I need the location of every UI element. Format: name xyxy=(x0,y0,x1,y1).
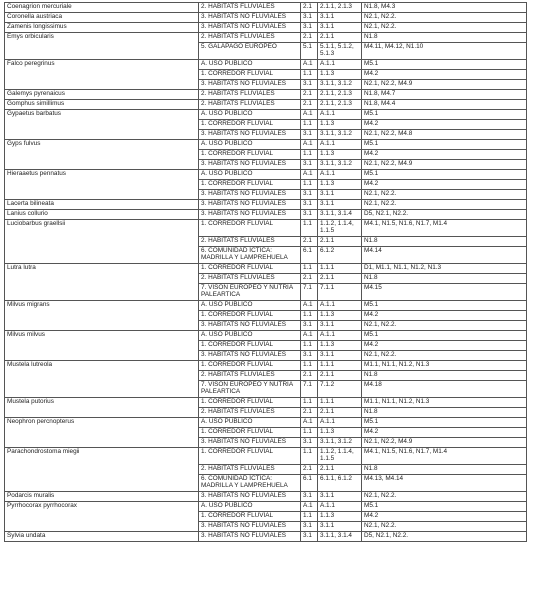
species-cell: Galemys pyrenaicus xyxy=(5,90,199,100)
table-row xyxy=(5,418,527,428)
code-cell: 1.1 xyxy=(301,180,318,190)
subcode-cell: 5.1.1, 5.1.2, 5.1.3 xyxy=(318,43,362,60)
code-cell: 1.1 xyxy=(301,264,318,274)
table-row xyxy=(5,264,527,274)
table-row xyxy=(5,170,527,180)
program-cell: A. USO PÚBLICO xyxy=(199,301,301,311)
program-cell: A. USO PÚBLICO xyxy=(199,331,301,341)
species-cell: Coenagrion mercuriale xyxy=(5,3,199,13)
program-cell: 3. HÁBITATS NO FLUVIALES xyxy=(199,80,301,90)
measures-cell: M4.11, M4.12, N1.10 xyxy=(362,43,527,60)
program-cell: 2. HÁBITATS FLUVIALES xyxy=(199,371,301,381)
subcode-cell: 3.1.1 xyxy=(318,492,362,502)
code-cell: 1.1 xyxy=(301,398,318,408)
measures-cell: M5.1 xyxy=(362,110,527,120)
measures-cell: N2.1, N2.2. xyxy=(362,522,527,532)
measures-cell: M4.18 xyxy=(362,381,527,398)
subcode-cell: 3.1.1 xyxy=(318,522,362,532)
measures-cell: N1.8 xyxy=(362,33,527,43)
code-cell: A.1 xyxy=(301,60,318,70)
subcode-cell: 1.1.3 xyxy=(318,341,362,351)
program-cell: 3. HÁBITATS NO FLUVIALES xyxy=(199,522,301,532)
species-cell: Gomphus simillimus xyxy=(5,100,199,110)
species-cell: Gypaetus barbatus xyxy=(5,110,199,140)
species-cell: Emys orbicularis xyxy=(5,33,199,60)
measures-cell: D5, N2.1, N2.2. xyxy=(362,532,527,542)
subcode-cell: 1.1.2, 1.1.4, 1.1.5 xyxy=(318,220,362,237)
species-cell: Hieraaetus pennatus xyxy=(5,170,199,200)
program-cell: A. USO PÚBLICO xyxy=(199,110,301,120)
program-cell: 6. COMUNIDAD ÍCTICA: MADRILLA Y LAMPREHUELA xyxy=(199,247,301,264)
table-row xyxy=(5,448,527,465)
measures-cell: M5.1 xyxy=(362,331,527,341)
program-cell: A. USO PÚBLICO xyxy=(199,140,301,150)
species-cell: Zamenis longissimus xyxy=(5,23,199,33)
measures-cell: N1.8 xyxy=(362,465,527,475)
code-cell: 7.1 xyxy=(301,381,318,398)
measures-cell: M1.1, N1.1, N1.2, N1.3 xyxy=(362,398,527,408)
measures-cell: N1.8 xyxy=(362,408,527,418)
species-cell: Gyps fulvus xyxy=(5,140,199,170)
program-cell: 3. HÁBITATS NO FLUVIALES xyxy=(199,351,301,361)
table-row xyxy=(5,532,527,542)
program-cell: A. USO PÚBLICO xyxy=(199,418,301,428)
measures-cell: M5.1 xyxy=(362,502,527,512)
program-cell: 5. GALÁPAGO EUROPEO xyxy=(199,43,301,60)
measures-cell: N1.8, M4.3 xyxy=(362,3,527,13)
table-row xyxy=(5,398,527,408)
subcode-cell: 2.1.1 xyxy=(318,465,362,475)
measures-cell: M4.2 xyxy=(362,512,527,522)
subcode-cell: 3.1.1, 3.1.2 xyxy=(318,438,362,448)
code-cell: 3.1 xyxy=(301,532,318,542)
code-cell: 1.1 xyxy=(301,448,318,465)
code-cell: 2.1 xyxy=(301,33,318,43)
measures-cell: M1.1, N1.1, N1.2, N1.3 xyxy=(362,361,527,371)
measures-cell: M4.2 xyxy=(362,70,527,80)
species-cell: Podarcis muralis xyxy=(5,492,199,502)
measures-cell: N2.1, N2.2. xyxy=(362,13,527,23)
subcode-cell: 2.1.1 xyxy=(318,371,362,381)
species-cell: Coronella austriaca xyxy=(5,13,199,23)
program-cell: 1. CORREDOR FLUVIAL xyxy=(199,398,301,408)
table-row xyxy=(5,60,527,70)
table-row xyxy=(5,492,527,502)
subcode-cell: 2.1.1, 2.1.3 xyxy=(318,3,362,13)
program-cell: 2. HÁBITATS FLUVIALES xyxy=(199,100,301,110)
code-cell: 2.1 xyxy=(301,90,318,100)
code-cell: 2.1 xyxy=(301,371,318,381)
program-cell: 3. HÁBITATS NO FLUVIALES xyxy=(199,190,301,200)
measures-cell: N1.8 xyxy=(362,274,527,284)
measures-cell: N2.1, N2.2. xyxy=(362,492,527,502)
code-cell: 2.1 xyxy=(301,408,318,418)
table-row xyxy=(5,210,527,220)
table-row xyxy=(5,331,527,341)
code-cell: 2.1 xyxy=(301,237,318,247)
program-cell: 2. HÁBITATS FLUVIALES xyxy=(199,33,301,43)
table-row xyxy=(5,100,527,110)
subcode-cell: 1.1.3 xyxy=(318,70,362,80)
measures-cell: N2.1, N2.2. xyxy=(362,321,527,331)
table-row xyxy=(5,220,527,237)
code-cell: 3.1 xyxy=(301,438,318,448)
program-cell: 3. HÁBITATS NO FLUVIALES xyxy=(199,130,301,140)
species-cell: Milvus migrans xyxy=(5,301,199,331)
program-cell: 1. CORREDOR FLUVIAL xyxy=(199,264,301,274)
table-row xyxy=(5,110,527,120)
program-cell: 1. CORREDOR FLUVIAL xyxy=(199,180,301,190)
code-cell: 3.1 xyxy=(301,210,318,220)
program-cell: 3. HÁBITATS NO FLUVIALES xyxy=(199,321,301,331)
measures-cell: M5.1 xyxy=(362,418,527,428)
code-cell: 3.1 xyxy=(301,351,318,361)
code-cell: 6.1 xyxy=(301,247,318,264)
code-cell: 3.1 xyxy=(301,190,318,200)
program-cell: A. USO PÚBLICO xyxy=(199,170,301,180)
code-cell: 3.1 xyxy=(301,130,318,140)
table-body xyxy=(5,3,527,542)
subcode-cell: 3.1.1, 3.1.2 xyxy=(318,130,362,140)
measures-cell: N2.1, N2.2, M4.9 xyxy=(362,438,527,448)
table-row xyxy=(5,13,527,23)
subcode-cell: 2.1.1, 2.1.3 xyxy=(318,90,362,100)
program-cell: 2. HÁBITATS FLUVIALES xyxy=(199,408,301,418)
program-cell: 2. HÁBITATS FLUVIALES xyxy=(199,90,301,100)
subcode-cell: 2.1.1 xyxy=(318,408,362,418)
code-cell: A.1 xyxy=(301,301,318,311)
measures-cell: N1.8 xyxy=(362,237,527,247)
subcode-cell: 1.1.3 xyxy=(318,311,362,321)
program-cell: 3. HÁBITATS NO FLUVIALES xyxy=(199,23,301,33)
species-cell: Sylvia undata xyxy=(5,532,199,542)
code-cell: 1.1 xyxy=(301,120,318,130)
code-cell: 6.1 xyxy=(301,475,318,492)
program-cell: A. USO PÚBLICO xyxy=(199,60,301,70)
subcode-cell: 1.1.3 xyxy=(318,150,362,160)
code-cell: 3.1 xyxy=(301,492,318,502)
program-cell: 3. HÁBITATS NO FLUVIALES xyxy=(199,160,301,170)
measures-cell: N2.1, N2.2. xyxy=(362,23,527,33)
code-cell: 3.1 xyxy=(301,13,318,23)
species-cell: Parachondrostoma miegii xyxy=(5,448,199,492)
subcode-cell: A.1.1 xyxy=(318,502,362,512)
subcode-cell: 3.1.1, 3.1.2 xyxy=(318,160,362,170)
species-cell: Milvus milvus xyxy=(5,331,199,361)
subcode-cell: 3.1.1 xyxy=(318,23,362,33)
measures-cell: N2.1, N2.2, M4.8 xyxy=(362,130,527,140)
subcode-cell: 2.1.1 xyxy=(318,237,362,247)
program-cell: A. USO PÚBLICO xyxy=(199,502,301,512)
program-cell: 2. HÁBITATS FLUVIALES xyxy=(199,237,301,247)
subcode-cell: A.1.1 xyxy=(318,60,362,70)
species-cell: Lutra lutra xyxy=(5,264,199,301)
subcode-cell: 1.1.3 xyxy=(318,512,362,522)
code-cell: 3.1 xyxy=(301,522,318,532)
program-cell: 3. HÁBITATS NO FLUVIALES xyxy=(199,200,301,210)
measures-cell: M5.1 xyxy=(362,140,527,150)
measures-cell: M4.15 xyxy=(362,284,527,301)
subcode-cell: 1.1.3 xyxy=(318,180,362,190)
table-row xyxy=(5,33,527,43)
subcode-cell: 3.1.1, 3.1.2 xyxy=(318,80,362,90)
subcode-cell: A.1.1 xyxy=(318,301,362,311)
table-row xyxy=(5,140,527,150)
code-cell: 1.1 xyxy=(301,512,318,522)
program-cell: 3. HÁBITATS NO FLUVIALES xyxy=(199,210,301,220)
table-row xyxy=(5,90,527,100)
table-row xyxy=(5,200,527,210)
table-row xyxy=(5,3,527,13)
subcode-cell: 7.1.2 xyxy=(318,381,362,398)
subcode-cell: 3.1.1, 3.1.4 xyxy=(318,532,362,542)
species-cell: Lanius collurio xyxy=(5,210,199,220)
subcode-cell: 1.1.3 xyxy=(318,428,362,438)
program-cell: 1. CORREDOR FLUVIAL xyxy=(199,512,301,522)
program-cell: 2. HÁBITATS FLUVIALES xyxy=(199,465,301,475)
subcode-cell: 1.1.1 xyxy=(318,398,362,408)
subcode-cell: 1.1.2, 1.1.4, 1.1.5 xyxy=(318,448,362,465)
subcode-cell: 6.1.2 xyxy=(318,247,362,264)
code-cell: A.1 xyxy=(301,110,318,120)
measures-cell: D1, M1.1, N1.1, N1.2, N1.3 xyxy=(362,264,527,274)
measures-cell: N1.8 xyxy=(362,371,527,381)
measures-cell: M4.2 xyxy=(362,428,527,438)
program-cell: 6. COMUNIDAD ÍCTICA: MADRILLA Y LAMPREHUELA xyxy=(199,475,301,492)
species-measures-table xyxy=(4,2,527,542)
program-cell: 3. HÁBITATS NO FLUVIALES xyxy=(199,532,301,542)
code-cell: 2.1 xyxy=(301,274,318,284)
measures-cell: M4.14 xyxy=(362,247,527,264)
subcode-cell: 3.1.1 xyxy=(318,351,362,361)
subcode-cell: 3.1.1, 3.1.4 xyxy=(318,210,362,220)
subcode-cell: A.1.1 xyxy=(318,331,362,341)
program-cell: 1. CORREDOR FLUVIAL xyxy=(199,120,301,130)
program-cell: 1. CORREDOR FLUVIAL xyxy=(199,361,301,371)
program-cell: 7. VISÓN EUROPEO Y NUTRIA PALEARTICA xyxy=(199,284,301,301)
subcode-cell: 3.1.1 xyxy=(318,200,362,210)
code-cell: 3.1 xyxy=(301,321,318,331)
measures-cell: M4.2 xyxy=(362,311,527,321)
table-row xyxy=(5,23,527,33)
subcode-cell: 3.1.1 xyxy=(318,321,362,331)
table-row xyxy=(5,301,527,311)
code-cell: A.1 xyxy=(301,502,318,512)
code-cell: 1.1 xyxy=(301,70,318,80)
code-cell: 2.1 xyxy=(301,3,318,13)
program-cell: 1. CORREDOR FLUVIAL xyxy=(199,150,301,160)
subcode-cell: 1.1.3 xyxy=(318,120,362,130)
subcode-cell: A.1.1 xyxy=(318,418,362,428)
measures-cell: N2.1, N2.2, M4.9 xyxy=(362,160,527,170)
code-cell: 2.1 xyxy=(301,100,318,110)
subcode-cell: 3.1.1 xyxy=(318,190,362,200)
code-cell: 3.1 xyxy=(301,23,318,33)
measures-cell: M5.1 xyxy=(362,170,527,180)
program-cell: 2. HÁBITATS FLUVIALES xyxy=(199,3,301,13)
measures-cell: N1.8, M4.7 xyxy=(362,90,527,100)
program-cell: 1. CORREDOR FLUVIAL xyxy=(199,448,301,465)
code-cell: 2.1 xyxy=(301,465,318,475)
table-row xyxy=(5,361,527,371)
code-cell: 7.1 xyxy=(301,284,318,301)
code-cell: A.1 xyxy=(301,331,318,341)
code-cell: 3.1 xyxy=(301,80,318,90)
species-cell: Neophron percnopterus xyxy=(5,418,199,448)
subcode-cell: 2.1.1 xyxy=(318,33,362,43)
measures-cell: N2.1, N2.2. xyxy=(362,190,527,200)
species-cell: Pyrrhocorax pyrrhocorax xyxy=(5,502,199,532)
code-cell: 1.1 xyxy=(301,361,318,371)
measures-cell: M4.2 xyxy=(362,120,527,130)
program-cell: 7. VISÓN EUROPEO Y NUTRIA PALEARTICA xyxy=(199,381,301,398)
code-cell: 1.1 xyxy=(301,428,318,438)
measures-cell: M4.2 xyxy=(362,150,527,160)
code-cell: 3.1 xyxy=(301,160,318,170)
program-cell: 1. CORREDOR FLUVIAL xyxy=(199,220,301,237)
code-cell: 5.1 xyxy=(301,43,318,60)
subcode-cell: 3.1.1 xyxy=(318,13,362,23)
subcode-cell: A.1.1 xyxy=(318,110,362,120)
program-cell: 3. HÁBITATS NO FLUVIALES xyxy=(199,13,301,23)
measures-cell: M5.1 xyxy=(362,301,527,311)
species-cell: Luciobarbus graellsii xyxy=(5,220,199,264)
subcode-cell: 7.1.1 xyxy=(318,284,362,301)
code-cell: 1.1 xyxy=(301,341,318,351)
measures-cell: M4.13, M4.14 xyxy=(362,475,527,492)
program-cell: 1. CORREDOR FLUVIAL xyxy=(199,428,301,438)
measures-cell: N2.1, N2.2, M4.9 xyxy=(362,80,527,90)
subcode-cell: 2.1.1 xyxy=(318,274,362,284)
code-cell: A.1 xyxy=(301,418,318,428)
subcode-cell: 2.1.1, 2.1.3 xyxy=(318,100,362,110)
program-cell: 3. HÁBITATS NO FLUVIALES xyxy=(199,492,301,502)
code-cell: 1.1 xyxy=(301,150,318,160)
table-row xyxy=(5,502,527,512)
measures-cell: D5, N2.1, N2.2. xyxy=(362,210,527,220)
species-cell: Mustela putorius xyxy=(5,398,199,418)
measures-cell: N2.1, N2.2. xyxy=(362,200,527,210)
species-cell: Mustela lutreola xyxy=(5,361,199,398)
subcode-cell: 6.1.1, 6.1.2 xyxy=(318,475,362,492)
species-cell: Falco peregrinus xyxy=(5,60,199,90)
code-cell: A.1 xyxy=(301,140,318,150)
program-cell: 1. CORREDOR FLUVIAL xyxy=(199,70,301,80)
subcode-cell: 1.1.1 xyxy=(318,361,362,371)
subcode-cell: A.1.1 xyxy=(318,140,362,150)
measures-cell: M4.2 xyxy=(362,180,527,190)
measures-cell: N1.8, M4.4 xyxy=(362,100,527,110)
measures-cell: M4.1, N1.5, N1.6, N1.7, M1.4 xyxy=(362,448,527,465)
program-cell: 2. HÁBITATS FLUVIALES xyxy=(199,274,301,284)
program-cell: 1. CORREDOR FLUVIAL xyxy=(199,311,301,321)
measures-cell: M4.2 xyxy=(362,341,527,351)
code-cell: A.1 xyxy=(301,170,318,180)
measures-cell: M5.1 xyxy=(362,60,527,70)
species-cell: Lacerta bilineata xyxy=(5,200,199,210)
measures-cell: M4.1, N1.5, N1.6, N1.7, M1.4 xyxy=(362,220,527,237)
code-cell: 1.1 xyxy=(301,311,318,321)
code-cell: 3.1 xyxy=(301,200,318,210)
program-cell: 3. HÁBITATS NO FLUVIALES xyxy=(199,438,301,448)
program-cell: 1. CORREDOR FLUVIAL xyxy=(199,341,301,351)
measures-cell: N2.1, N2.2. xyxy=(362,351,527,361)
subcode-cell: 1.1.1 xyxy=(318,264,362,274)
code-cell: 1.1 xyxy=(301,220,318,237)
subcode-cell: A.1.1 xyxy=(318,170,362,180)
